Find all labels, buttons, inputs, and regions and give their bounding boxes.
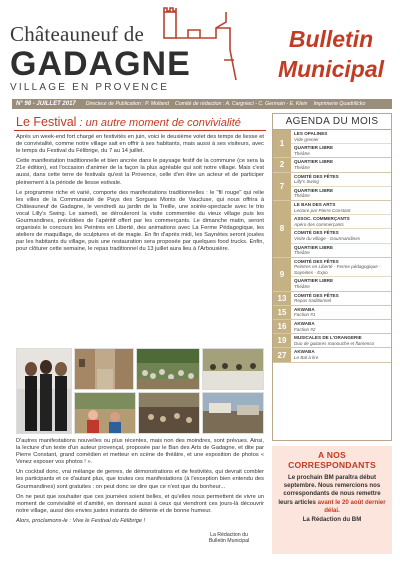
agenda-panel [272, 113, 392, 441]
agenda-event-description: Faction #1 [294, 312, 316, 318]
article-body-top [16, 134, 264, 257]
agenda-day-number: 1 [273, 130, 291, 157]
agenda-day-row [273, 292, 391, 306]
agenda-event-organizer: AKWABA [294, 321, 315, 327]
article-title [16, 115, 266, 129]
article-body-bottom [16, 438, 264, 528]
photo-singers [16, 348, 72, 434]
agenda-event [291, 158, 391, 171]
article-closing: Alors, proclamons-le : Vive le Festival du Félibrige ! [16, 517, 146, 524]
bulletin-title [262, 24, 400, 84]
agenda-event [291, 187, 391, 200]
agenda-day-row [273, 130, 391, 158]
agenda-event-description: Le Bal à lire [294, 355, 319, 360]
masthead-tagline: VILLAGE EN PROVENCE [10, 82, 170, 93]
agenda-event-organizer: COMITÉ DES FÊTES [294, 173, 339, 179]
agenda-day-row [273, 201, 391, 258]
correspondants-box [272, 446, 392, 554]
agenda-event-organizer: QUARTIER LIBRE [294, 159, 334, 165]
article-paragraph: Le programme riche et varié, comporte des manifestations traditionnelles : le "fil rouge" qui relie les villes de la Communauté de Pays des Sorgues Monts de Vaucluse, qui nous offrira à Châteauneuf de Gadagne, le vendredi au jardin de la Treille, une soirée-spectacle avec le trio vocal Lilly's Swing. Le samedi, se dérouleront la visite commentée du vieux village puis les Gourmandines, précédées de l'apéritif offert par les commerçants. Le dimanche matin, seront organisés le concours les Peintres en Liberté, des animations avec La Ferme Pédagogique, les ateliers de maquillage, de sculptures et de magie. En fin d'après midi, les Saynètes seront jouées par les habitants du village, puis une restauration sera proposée par quelques food trucks. Enfin, pour clôturer cette semaine, le repas traditionnel du 13 juillet aura lieu à l'Arbousière. [16, 189, 264, 253]
correspondants-deadline: avant le 20 août dernier délai. [317, 498, 386, 514]
signature-line2: Bulletin Municipal [208, 538, 250, 545]
photo-crowd-garden [136, 348, 200, 390]
agenda-event [291, 334, 391, 347]
agenda-event-description: Théâtre [294, 164, 310, 170]
article-paragraph: Un cocktail donc, vrai mélange de genres, de démonstrations et de festivités, qui devrait combler les participants et ce d'autant plus, que toutes ces manifestations (à l'exception bien entendu des Gourmandines) sont gratuites : on peut donc se dire que ce n'est que du bonheur... [16, 469, 264, 490]
agenda-event-organizer: ASSOC. COMMERÇANTS [294, 216, 350, 222]
photo-children-activity [74, 392, 136, 434]
agenda-day-number: 9 [273, 258, 291, 291]
signature [190, 532, 268, 545]
agenda-day-events [291, 306, 391, 319]
castle-logo-icon [158, 0, 248, 90]
agenda-day-events [291, 348, 391, 361]
agenda-day-number: 19 [273, 334, 291, 347]
photo-evening-street [138, 392, 200, 434]
issue-number: N° 98 - JUILLET 2017 [16, 101, 76, 107]
printer-credit: Imprimerie Quadrilicko [313, 101, 366, 107]
agenda-event [291, 320, 391, 333]
article-paragraph: Après un week-end fort chargé en festivités en juin, voici le deuxième volet des temps de liesse et de convivialité, comme notre village sait en offrir à ses habitants, mais aussi à ses visiteurs, avec le temps du Festival du Félibrige, du 7 au 14 juillet. [16, 134, 264, 155]
agenda-event-description: Vide grenier [294, 136, 319, 142]
agenda-day-events [291, 320, 391, 333]
agenda-day-events [291, 201, 391, 257]
agenda-event [291, 292, 391, 305]
correspondants-text-main: Le prochain BM paraîtra début septembre. Nous remercions nos correspondants de nous remettre leurs articles [278, 474, 381, 506]
correspondants-signature: La Rédaction du BM [302, 516, 362, 524]
agenda-day-row [273, 320, 391, 334]
agenda-day-number: 16 [273, 320, 291, 333]
agenda-day-number: 15 [273, 306, 291, 319]
agenda-event-description: Faction #2 [294, 326, 316, 332]
signature-line1: La Rédaction du [210, 532, 248, 538]
article-paragraph: On ne peut que souhaiter que ces journées soient belles, et qu'elles nous permettent de vivre un moment de convivialité et d'amitié, en donnant aussi à ceux qui viendront ces jours-là découvrir notre village, aussi des envies justes instants de détente et de bonne humeur. [16, 493, 264, 514]
agenda-day-row [273, 306, 391, 320]
agenda-event-description: Repas traditionnel [294, 298, 332, 304]
photo-village-street [74, 348, 134, 390]
agenda-day-events [291, 258, 391, 291]
agenda-day-events [291, 334, 391, 347]
agenda-day-events [291, 292, 391, 305]
agenda-event [291, 258, 391, 278]
agenda-event-organizer: MUSICALES DE L'ORANGERIE [294, 335, 362, 341]
agenda-day-row [273, 334, 391, 348]
director-credit: Directeur de Publication : P. Molland [85, 101, 170, 107]
title-divider [14, 130, 266, 131]
agenda-event-description: Théâtre [294, 193, 310, 199]
committee-credit: Comité de rédaction : A. Cargnieci - C. Germain - E. Klein [175, 101, 308, 107]
photo-table-dinner [202, 348, 264, 390]
publication-info-bar [12, 99, 392, 109]
agenda-day-row [273, 173, 391, 201]
agenda-event-description: Apéro des commerçants [294, 221, 344, 227]
article-paragraph: D'autres manifestations nouvelles ou plus récentes, mais non des moindres, sont prévues. Ainsi, la lecture d'un texte d'un auteur provençal, proposée par le Ban des Arts de Gadagne, et dite par Pierre Constant, grand comédien et metteur en scène de théâtre, et une exposition de photos « Venez exposer vos photos ! ». [16, 438, 264, 466]
agenda-event-organizer: LES OPALINES [294, 131, 328, 136]
agenda-event [291, 306, 391, 319]
agenda-event-organizer: QUARTIER LIBRE [294, 278, 334, 284]
masthead-line1: Châteauneuf de [10, 22, 144, 46]
agenda-event-organizer: AKWABA [294, 349, 315, 355]
agenda-event-description: Lecture par Pierre Constant [294, 207, 351, 213]
agenda-day-row [273, 348, 391, 362]
agenda-title: AGENDA DU MOIS [273, 114, 391, 130]
agenda-day-events [291, 130, 391, 157]
agenda-event [291, 144, 391, 157]
correspondants-text [272, 474, 392, 515]
agenda-event [291, 201, 391, 215]
correspondants-title-line2: CORRESPONDANTS [288, 460, 376, 470]
article-title-rest: : un autre moment de convivialité [76, 117, 241, 129]
agenda-day-events [291, 158, 391, 171]
article-paragraph: Cette manifestation traditionnelle et bien ancrée dans le paysage festif de la commune (ce sera la 21e édition), est l'occasion d'animer de la façon la plus agréable qui soit notre village. Mais c'est aussi, dans cette terre de festivals qu'est la Provence, celle d'en être un acteur et de participer pleinement à la période de liesse estivale. [16, 158, 264, 186]
agenda-day-row [273, 158, 391, 172]
agenda-event-description: Lilly's Swing [294, 179, 319, 185]
agenda-event [291, 215, 391, 229]
agenda-event [291, 229, 391, 243]
agenda-event-description: Visite du village - Gourmandines [294, 235, 361, 241]
agenda-event-organizer: AKWABA [294, 306, 315, 312]
agenda-event-description: Théâtre [294, 150, 310, 156]
agenda-day-number: 7 [273, 173, 291, 200]
bulletin-title-line1: Bulletin [288, 26, 374, 52]
agenda-day-events [291, 173, 391, 200]
agenda-event-organizer: QUARTIER LIBRE [294, 187, 334, 193]
agenda-event-organizer: COMITÉ DES FÊTES [294, 292, 339, 298]
agenda-event-description: Peintres en Liberté - Ferme pédagogique - Saynètes - Expo [294, 264, 381, 275]
masthead-town: GADAGNE [10, 45, 191, 83]
agenda-day-number: 8 [273, 201, 291, 257]
agenda-event [291, 244, 391, 257]
agenda-event-organizer: QUARTIER LIBRE [294, 244, 334, 250]
agenda-event-description: Théâtre [294, 284, 310, 290]
agenda-event [291, 130, 391, 144]
photo-outdoor-market [202, 392, 264, 434]
article-title-lead: Le Festival [16, 115, 77, 129]
agenda-event [291, 348, 391, 361]
agenda-event-organizer: LE BAN DES ARTS [294, 201, 336, 207]
agenda-event [291, 277, 391, 290]
agenda-event-description: Duo de guitares manouche et flamenco [294, 340, 375, 346]
agenda-day-number: 27 [273, 348, 291, 361]
agenda-event-organizer: COMITÉ DES FÊTES [294, 258, 339, 264]
agenda-day-number: 13 [273, 292, 291, 305]
agenda-event-description: Théâtre [294, 250, 310, 256]
agenda-event-organizer: COMITÉ DES FÊTES [294, 230, 339, 236]
correspondants-title-line1: A NOS [318, 450, 346, 460]
agenda-day-row [273, 258, 391, 292]
agenda-list [273, 130, 391, 363]
agenda-day-number: 2 [273, 158, 291, 171]
agenda-event [291, 173, 391, 187]
photo-collage [16, 348, 264, 434]
bulletin-title-line2: Municipal [277, 56, 385, 82]
agenda-event-organizer: QUARTIER LIBRE [294, 145, 334, 151]
